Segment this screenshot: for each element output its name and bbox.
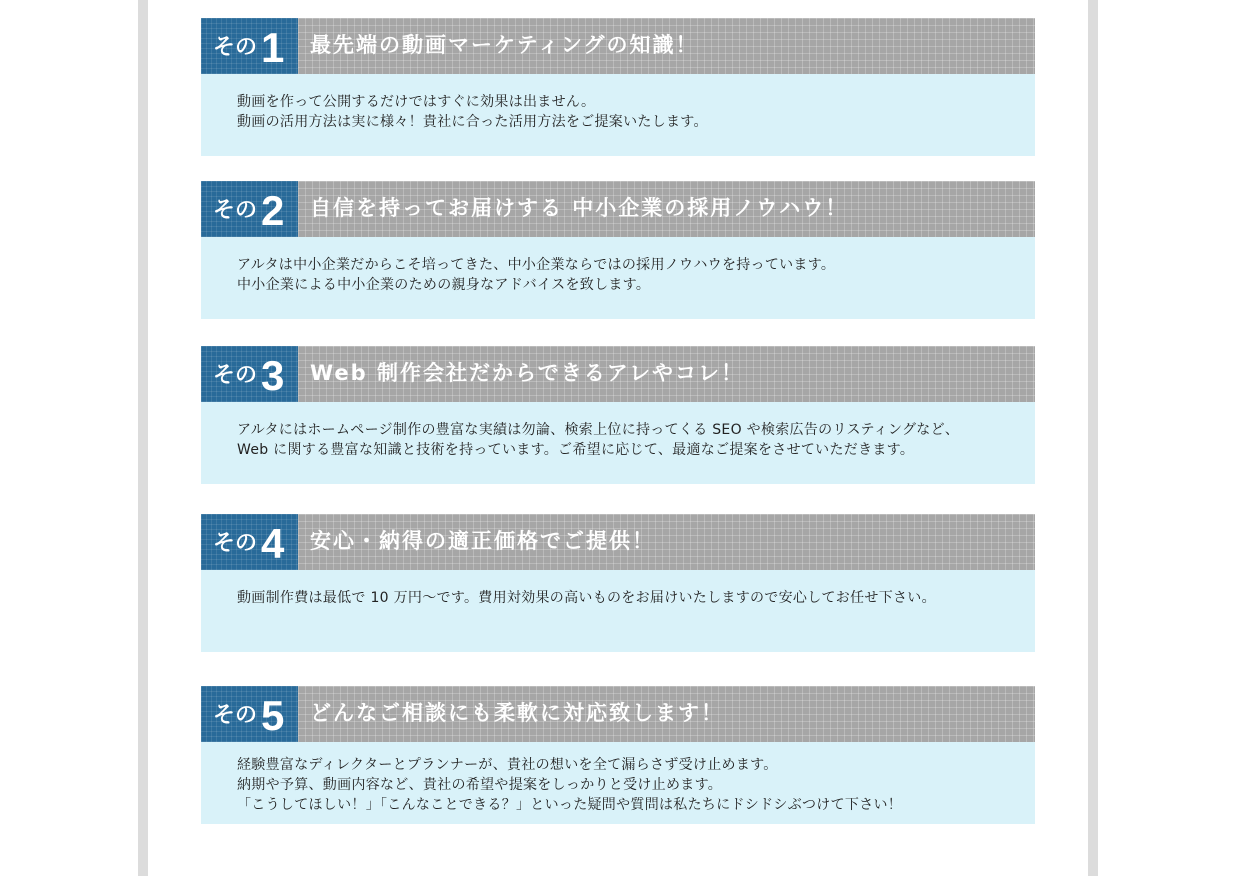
section-title-bar <box>298 18 1035 74</box>
badge-number: 3 <box>261 352 285 399</box>
badge-prefix: その <box>213 531 258 556</box>
section-header <box>201 686 1035 742</box>
section-body <box>201 570 1035 652</box>
section-title: どんなご相談にも柔軟に対応致します！ <box>310 701 724 725</box>
body-line: 中小企業による中小企業のための親身なアドバイスを致します。 <box>237 277 651 293</box>
badge-prefix: その <box>213 198 258 223</box>
section-title: 安心・納得の適正価格でご提供！ <box>310 529 655 553</box>
section-badge <box>201 181 298 237</box>
body-line: 動画の活用方法は実に様々！貴社に合った活用方法をご提案いたします。 <box>237 114 708 130</box>
section-body <box>201 74 1035 156</box>
section-title-bar <box>298 514 1035 570</box>
section-header <box>201 346 1035 402</box>
body-line: アルタにはホームページ制作の豊富な実績は勿論、検索上位に持ってくる SEO や検索広告のリスティングなど、 <box>237 422 960 438</box>
section-badge <box>201 18 298 74</box>
badge-prefix: その <box>213 703 258 728</box>
section-body <box>201 402 1035 484</box>
body-line: 動画を作って公開するだけではすぐに効果は出ません。 <box>237 94 596 110</box>
section-title: Web 制作会社だからできるアレやコレ！ <box>310 361 744 385</box>
section-title-bar <box>298 686 1035 742</box>
section-header <box>201 18 1035 74</box>
section-title-bar <box>298 346 1035 402</box>
page-left-border <box>138 0 148 876</box>
feature-section-4 <box>201 514 1035 652</box>
badge-number: 1 <box>261 24 285 71</box>
section-badge <box>201 686 298 742</box>
badge-number: 4 <box>261 520 285 567</box>
section-badge <box>201 346 298 402</box>
feature-section-2 <box>201 181 1035 319</box>
section-title-bar <box>298 181 1035 237</box>
feature-section-1 <box>201 18 1035 156</box>
body-line: Web に関する豊富な知識と技術を持っています。ご希望に応じて、最適なご提案をさせていただきます。 <box>237 442 915 458</box>
badge-number: 5 <box>261 692 285 739</box>
badge-prefix: その <box>213 35 258 60</box>
body-line: 納期や予算、動画内容など、貴社の希望や提案をしっかりと受け止めます。 <box>237 777 723 793</box>
page-right-border <box>1088 0 1098 876</box>
badge-number: 2 <box>261 187 285 234</box>
body-line: 「こうしてほしい！」「こんなことできる？」といった疑問や質問は私たちにドシドシぶつけて下さい！ <box>237 797 903 813</box>
body-line: アルタは中小企業だからこそ培ってきた、中小企業ならではの採用ノウハウを持っています。 <box>237 257 836 273</box>
section-header <box>201 514 1035 570</box>
section-header <box>201 181 1035 237</box>
section-body <box>201 237 1035 319</box>
body-line: 動画制作費は最低で 10 万円～です。費用対効果の高いものをお届けいたしますので安心してお任せ下さい。 <box>237 590 936 606</box>
section-title: 自信を持ってお届けする 中小企業の採用ノウハウ！ <box>310 196 849 220</box>
feature-section-5 <box>201 686 1035 824</box>
section-title: 最先端の動画マーケティングの知識！ <box>310 33 699 57</box>
body-line: 経験豊富なディレクターとプランナーが、貴社の想いを全て漏らさず受け止めます。 <box>237 757 778 773</box>
section-body <box>201 742 1035 824</box>
feature-section-3 <box>201 346 1035 484</box>
section-badge <box>201 514 298 570</box>
badge-prefix: その <box>213 363 258 388</box>
